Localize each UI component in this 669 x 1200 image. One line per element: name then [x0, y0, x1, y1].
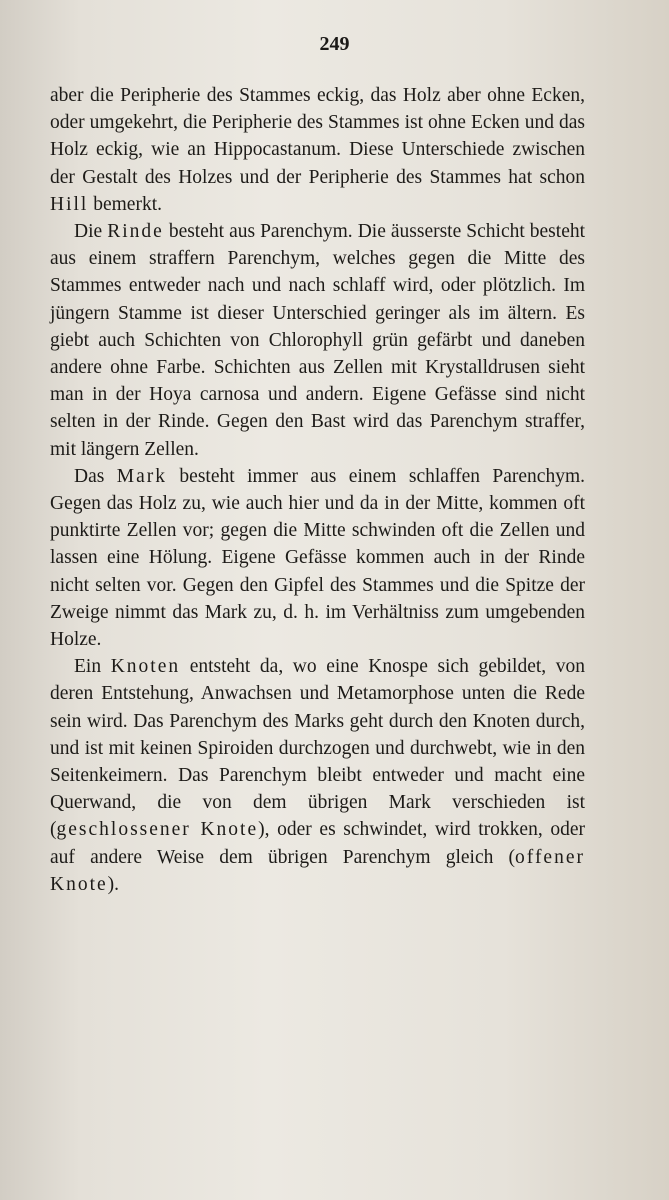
paragraph-3-lead: Das — [74, 465, 105, 487]
paragraph-4-text-2: ), oder es schwindet, wird trokken, oder auf andere Weise dem übrigen Parenchym gleich ( — [50, 819, 586, 868]
paragraph-2-lead: Die — [74, 221, 103, 243]
paragraph-1 — [50, 82, 585, 218]
paragraph-1-name: Hill — [50, 193, 89, 215]
paragraph-3 — [50, 463, 585, 653]
paragraph-4-lead: Ein — [74, 656, 102, 678]
paragraph-4-end: ). — [107, 873, 120, 895]
paragraph-2 — [50, 218, 585, 463]
paragraph-3-text: besteht immer aus einem schlaffen Parenchym. Gegen das Holz zu, wie auch hier und da in der Mitte, kommen oft punktirte Zellen vor; gegen die Mitte schwinden oft die Zellen und lassen eine Hölung. Eigene Gefässe kommen auch in der Rinde nicht selten vor. Gegen den Gipfel des Stammes und die Spitze der Zweige nimmt das Mark zu, d. h. im Verhältniss zum umgebenden Holze. — [50, 465, 585, 651]
paragraph-4-term-3: offener Knote — [50, 846, 585, 895]
body-text — [50, 82, 585, 898]
paragraph-3-term: Mark — [116, 465, 167, 487]
paragraph-2-text: besteht aus Parenchym. Die äusserste Schicht besteht aus einem straffern Parenchym, welches gegen die Mitte des Stammes entweder nach und nach schlaff wird, oder plötzlich. Im jüngern Stamme ist dieser Unterschied geringer als im ältern. Es giebt auch Schichten von Chlorophyll grün gefärbt und daneben andere ohne Farbe. Schichten aus Zellen mit Krystalldrusen sieht man in der Hoya carnosa und andern. Eigene Gefässe sind nicht selten in der Rinde. Gegen den Bast wird das Parenchym straffer, mit längern Zellen. — [50, 221, 586, 460]
paragraph-4-text-1: entsteht da, wo eine Knospe sich gebildet, von deren Entstehung, Anwachsen und Metamorphose unten die Rede sein wird. Das Parenchym des Marks geht durch den Knoten durch, und ist mit keinen Spiroiden durchzogen und durchwebt, wie in den Seitenkeimern. Das Parenchym bleibt entweder und macht eine Querwand, die von dem übrigen Mark verschieden ist ( — [50, 656, 585, 841]
paragraph-1-text: aber die Peripherie des Stammes eckig, das Holz aber ohne Ecken, oder umgekehrt, die Peripherie des Stammes ist ohne Ecken und das Holz eckig, wie an Hippocastanum. Diese Unterschiede zwischen der Gestalt des Holzes und der Peripherie des Stammes hat schon — [50, 85, 585, 188]
paragraph-4-term-2: geschlossener Knote — [56, 819, 259, 841]
paragraph-2-term: Rinde — [107, 221, 164, 243]
paragraph-4-term: Knoten — [110, 656, 181, 678]
paragraph-4 — [50, 653, 585, 898]
paragraph-1-tail: bemerkt. — [93, 193, 162, 215]
page-number: 249 — [319, 33, 350, 55]
